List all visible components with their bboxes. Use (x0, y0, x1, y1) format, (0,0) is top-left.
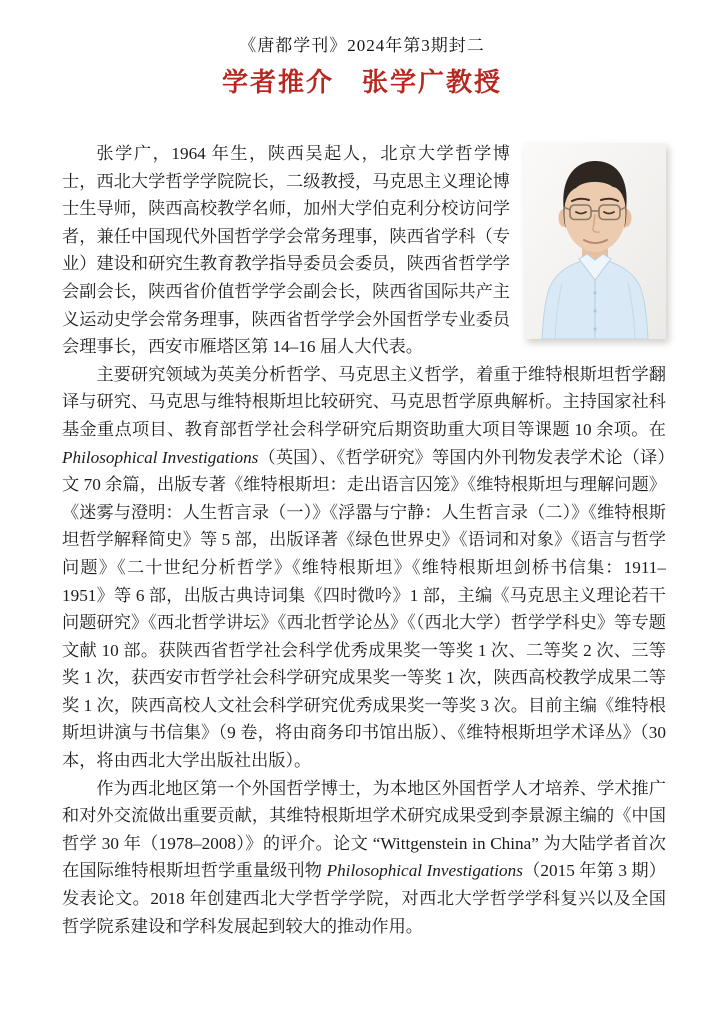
page-title: 学者推介 张学广教授 (221, 68, 502, 97)
bio-paragraph-2: 主要研究领域为英美分析哲学、马克思主义哲学，着重于维特根斯坦哲学翻译与研究、马克思与维特根斯坦比较研究、马克思哲学原典解析。主持国家社科基金重点项目、教育部哲学社会科学研究后期资助重大项目等课题 10 余项。在 Philosophical Investigations（英国）、《哲学研究》等国内外刊物发表学术论（译）文 70 余篇，出版专著《维特根斯坦：走出语言囚笼》《维特根斯坦与理解问题》《迷雾与澄明：人生哲言录（一）》《浮嚣与宁静：人生哲言录（二）》《维特根斯坦哲学解释简史》等 5 部，出版译著《绿色世界史》《语词和对象》《语言与哲学问题》《二十世纪分析哲学》《维特根斯坦》《维特根斯坦剑桥书信集：1911–1951》等 6 部，出版古典诗词集《四时微吟》1 部，主编《马克思主义理论若干问题研究》《西北哲学讲坛》《西北哲学论丛》《（西北大学）哲学学科史》等专题文献 10 部。获陕西省哲学社会科学优秀成果奖一等奖 1 次、二等奖 2 次、三等奖 1 次，获西安市哲学社会科学研究成果奖一等奖 1 次，陕西高校教学成果二等奖 1 次，陕西高校人文社会科学研究优秀成果奖一等奖 3 次。目前主编《维特根斯坦讲演与书信集》（9 卷，将由商务印书馆出版）、《维特根斯坦学术译丛》（30 本，将由西北大学出版社出版）。 (62, 364, 666, 771)
portrait-photo-illustration (524, 143, 666, 339)
bio-paragraph-1: 张学广，1964 年生，陕西吴起人，北京大学哲学博士，西北大学哲学学院院长，二级教授，马克思主义理论博士生导师，陕西高校教学名师，加州大学伯克利分校访问学者，兼任中国现代外国哲学学会常务理事，陕西省学科（专业）建设和研究生教育教学指导委员会委员，陕西省哲学学会副会长，陕西省价值哲学学会副会长，陕西省国际共产主义运动史学会常务理事，陕西省哲学学会外国哲学专业委员会理事长，西安市雁塔区第 14–16 届人大代表。 (62, 144, 510, 357)
journal-issue-line: 《唐都学刊》2024年第3期封二 (239, 36, 485, 55)
portrait-photo (524, 143, 666, 339)
bio-paragraph-3: 作为西北地区第一个外国哲学博士，为本地区外国哲学人才培养、学术推广和对外交流做出重要贡献，其维特根斯坦学术研究成果受到李景源主编的《中国哲学 30 年（1978–2008）》的评介。论文 “Wittgenstein in China” 为大陆学者首次在国际维特根斯坦哲学重量级刊物 Philosophical Investigations（2015 年第 3 期）发表论文。2018 年创建西北大学哲学学院，对西北大学哲学学科复兴以及全国哲学院系建设和学科发展起到较大的推动作用。 (62, 778, 666, 936)
article-body (62, 140, 666, 940)
page-header (0, 0, 724, 100)
